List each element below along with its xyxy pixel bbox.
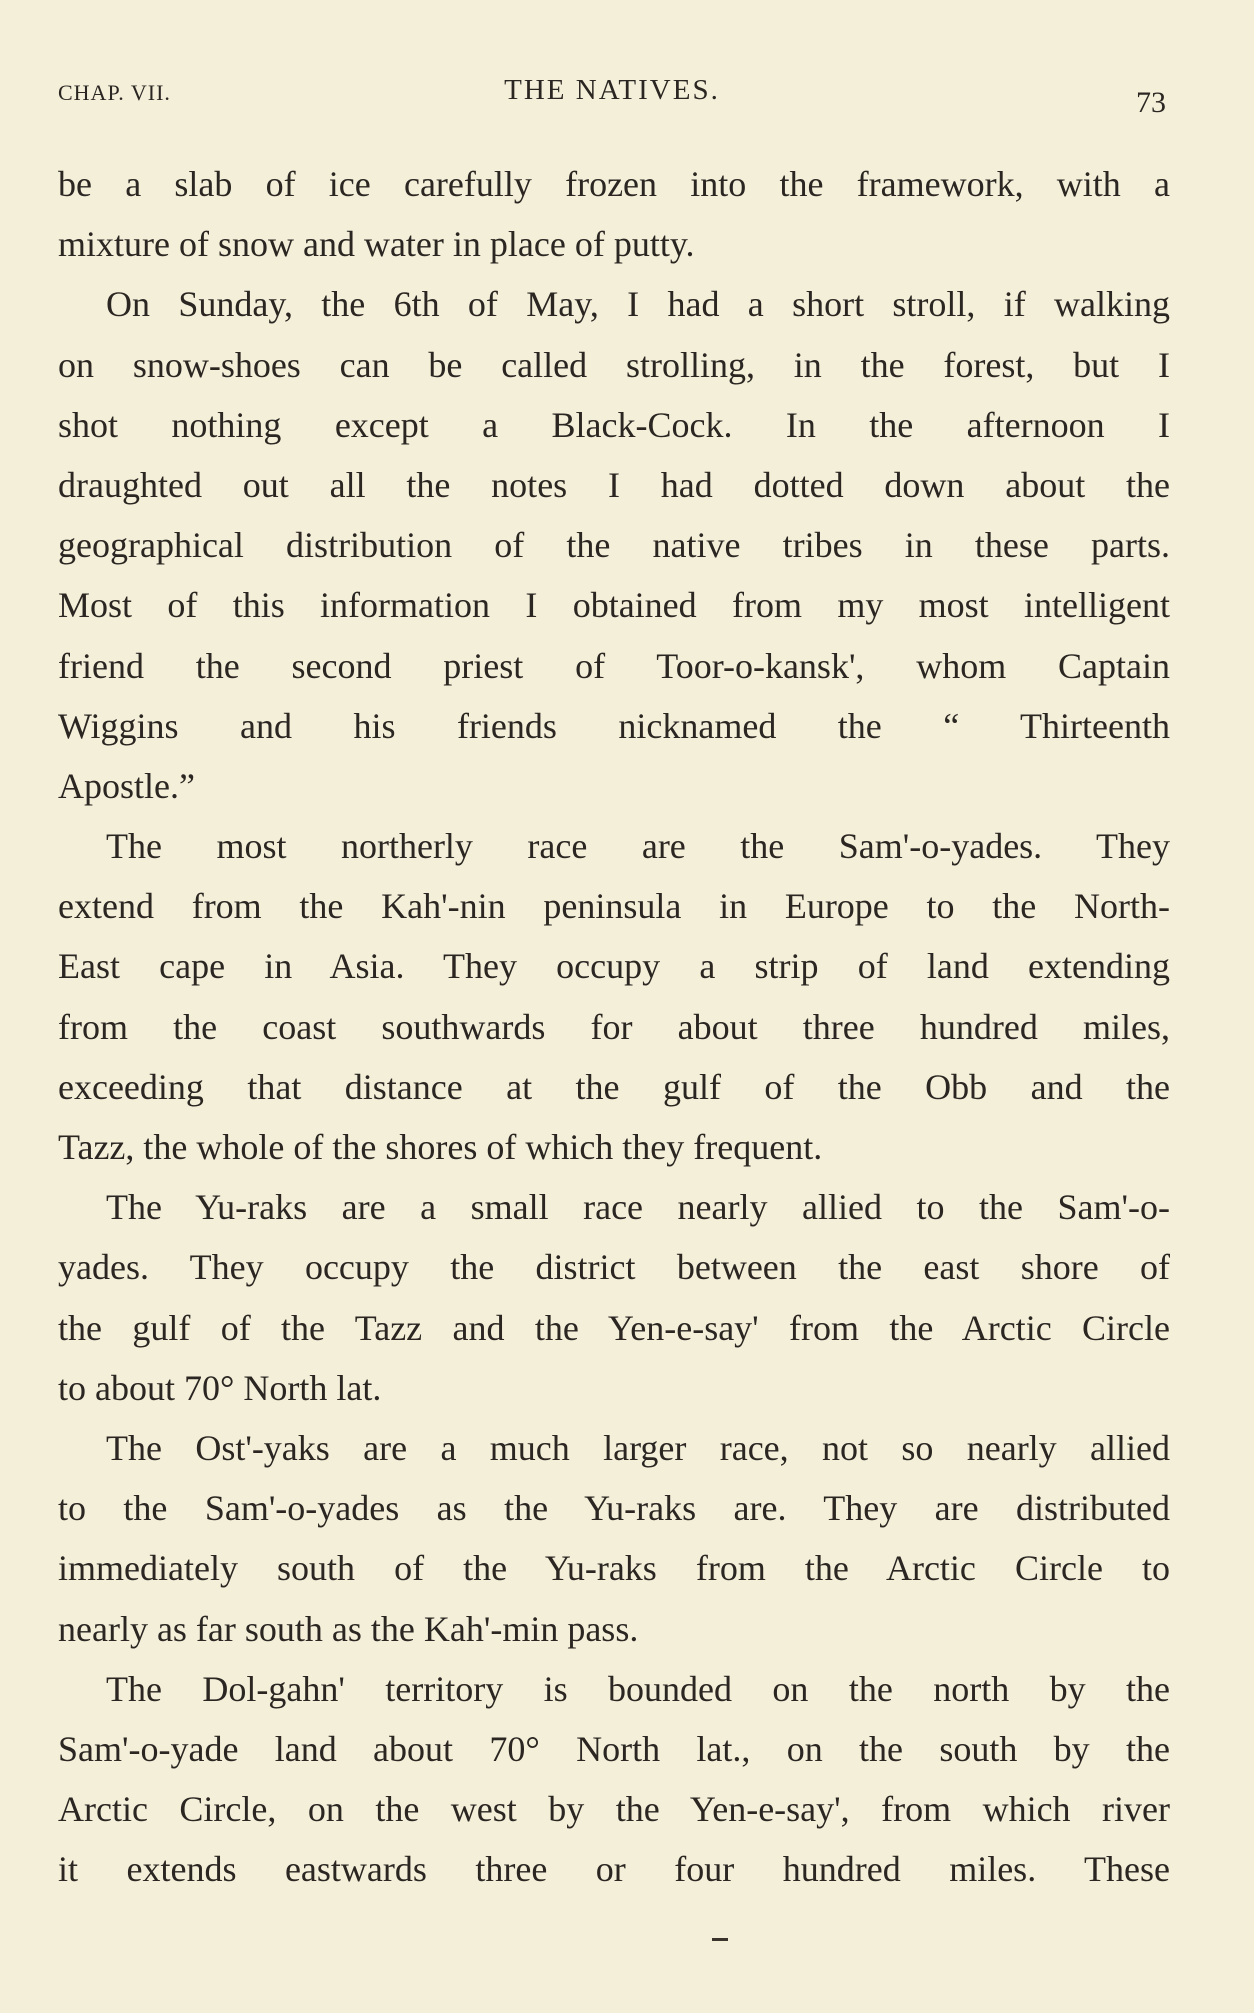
text-line: to about 70° North lat. [58,1367,382,1408]
text-line: mixture of snow and water in place of putty. [58,224,695,265]
text-line: The Ost'-yaks are a much larger race, not so nearly allied [106,1427,1170,1468]
text-line: yades. They occupy the district between the east shore of [58,1247,1170,1288]
page-title: THE NATIVES. [504,74,720,106]
text-line: extend from the Kah'-nin peninsula in Europe to the North- [58,886,1170,927]
chapter-label: CHAP. VII. [58,80,171,105]
text-line: The most northerly race are the Sam'-o-yades. They [106,826,1170,867]
text-line: Apostle.” [58,765,195,806]
footer-dash [712,1938,728,1941]
text-line: On Sunday, the 6th of May, I had a short stroll, if walking [106,284,1170,325]
text-line: The Yu-raks are a small race nearly allied to the Sam'-o- [106,1187,1170,1228]
text-line: exceeding that distance at the gulf of the Obb and the [58,1066,1170,1107]
text-line: from the coast southwards for about three hundred miles, [58,1006,1170,1047]
text-line: The Dol-gahn' territory is bounded on the north by the [106,1668,1170,1709]
text-line: geographical distribution of the native tribes in these parts. [58,525,1170,566]
text-line: Arctic Circle, on the west by the Yen-e-say', from which river [58,1789,1170,1830]
text-line: it extends eastwards three or four hundred miles. These [58,1849,1170,1890]
text-line: friend the second priest of Toor-o-kansk', whom Captain [58,645,1170,686]
text-line: be a slab of ice carefully frozen into the framework, with a [58,164,1170,204]
text-line: Wiggins and his friends nicknamed the “ Thirteenth [58,705,1170,746]
running-head [58,74,1166,119]
text-line: draughted out all the notes I had dotted down about the [58,464,1170,505]
text-line: to the Sam'-o-yades as the Yu-raks are. They are distributed [58,1488,1170,1529]
text-line: the gulf of the Tazz and the Yen-e-say' from the Arctic Circle [58,1307,1170,1348]
text-line: East cape in Asia. They occupy a strip of land extending [58,946,1170,987]
body-text [58,154,1170,1899]
text-line: shot nothing except a Black-Cock. In the afternoon I [58,404,1170,445]
text-line: Most of this information I obtained from my most intelligent [58,585,1170,626]
text-line: on snow-shoes can be called strolling, in the forest, but I [58,344,1170,385]
text-line: Sam'-o-yade land about 70° North lat., on the south by the [58,1728,1170,1769]
text-line: Tazz, the whole of the shores of which they frequent. [58,1127,823,1167]
page-number: 73 [1136,86,1166,119]
text-line: immediately south of the Yu-raks from the Arctic Circle to [58,1548,1170,1589]
text-line: nearly as far south as the Kah'-min pass. [58,1608,639,1649]
